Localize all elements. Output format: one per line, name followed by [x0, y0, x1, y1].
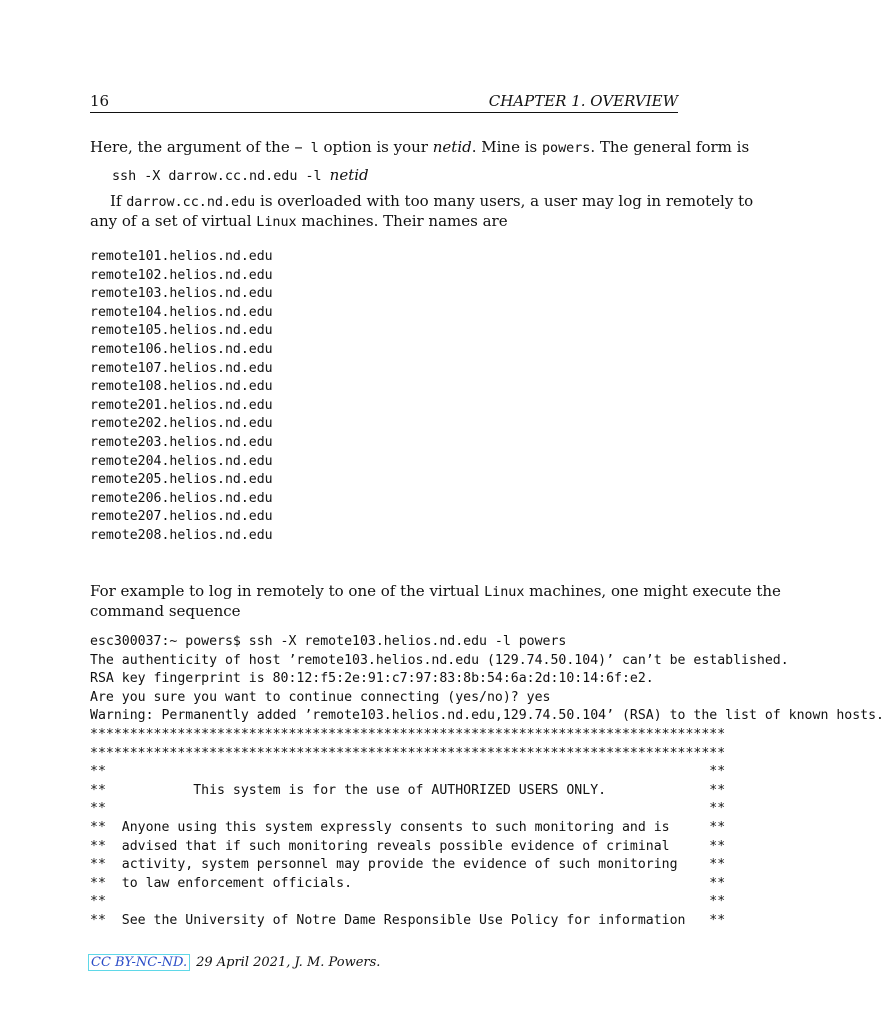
os-name: Linux — [484, 585, 525, 600]
running-header — [90, 90, 678, 113]
text-segment: any of a set of virtual — [90, 212, 257, 230]
terminal-session — [90, 633, 884, 931]
text-segment: For example to log in remotely to one of the virtual — [90, 582, 485, 600]
host-item: remote103.helios.nd.edu — [90, 286, 273, 302]
host-item: remote207.helios.nd.edu — [90, 509, 273, 525]
terminal-line: ** ** — [90, 894, 726, 910]
terminal-line: ******************************************************************************** — [90, 745, 726, 761]
paragraph-line: command sequence — [90, 602, 241, 620]
page-number: 16 — [90, 92, 110, 110]
hostname: darrow.cc.nd.edu — [126, 195, 256, 210]
host-item: remote102.helios.nd.edu — [90, 267, 273, 283]
paragraph-netid — [90, 138, 750, 158]
host-item: remote202.helios.nd.edu — [90, 416, 273, 432]
text-segment: machines, one might execute the — [524, 582, 781, 600]
terminal-line: ** activity, system personnel may provide the evidence of such monitoring ** — [90, 857, 726, 873]
terminal-line: ** See the University of Notre Dame Responsible Use Policy for information ** — [90, 912, 726, 928]
paragraph-example — [90, 582, 781, 621]
host-item: remote201.helios.nd.edu — [90, 397, 273, 413]
text-segment: machines. Their names are — [296, 212, 508, 230]
text-segment: is overloaded with too many users, a user may log in remotely to — [255, 192, 754, 210]
paragraph-line — [90, 192, 754, 212]
license-link[interactable]: CC BY-NC-ND. — [88, 954, 190, 971]
general-form-command — [112, 166, 700, 186]
terminal-line: ** Anyone using this system expressly consents to such monitoring and is ** — [90, 819, 726, 835]
host-item: remote208.helios.nd.edu — [90, 527, 273, 543]
host-item: remote104.helios.nd.edu — [90, 304, 273, 320]
paragraph-line — [90, 582, 781, 602]
text-segment: If — [110, 192, 127, 210]
terminal-line: Are you sure you want to continue connecting (yes/no)? yes — [90, 689, 551, 705]
terminal-line: ** ** — [90, 801, 726, 817]
option-flag: − l — [294, 141, 319, 156]
os-name: Linux — [256, 215, 297, 230]
netid-term: netid — [432, 138, 472, 156]
text-segment: . The general form is — [590, 138, 750, 156]
host-item: remote108.helios.nd.edu — [90, 379, 273, 395]
terminal-line: Warning: Permanently added ’remote103.helios.nd.edu,129.74.50.104’ (RSA) to the list of known hosts. — [90, 708, 884, 724]
terminal-line: ** This system is for the use of AUTHORIZED USERS ONLY. ** — [90, 782, 726, 798]
host-item: remote101.helios.nd.edu — [90, 249, 273, 264]
host-list — [90, 248, 273, 546]
terminal-line: ** advised that if such monitoring reveals possible evidence of criminal ** — [90, 838, 726, 854]
host-item: remote205.helios.nd.edu — [90, 472, 273, 488]
terminal-line: The authenticity of host ’remote103.helios.nd.edu (129.74.50.104)’ can’t be established. — [90, 652, 789, 668]
terminal-line: ** ** — [90, 764, 726, 780]
text-segment: option is your — [318, 138, 433, 156]
command-arg: netid — [329, 166, 369, 184]
chapter-title: CHAPTER 1. OVERVIEW — [488, 92, 678, 110]
terminal-line: ** to law enforcement officials. ** — [90, 875, 726, 891]
host-item: remote204.helios.nd.edu — [90, 453, 273, 469]
text-segment: Here, the argument of the — [90, 138, 295, 156]
terminal-line: RSA key fingerprint is 80:12:f5:2e:91:c7:97:83:8b:54:6a:2d:10:14:6f:e2. — [90, 671, 654, 687]
text-segment: . Mine is — [471, 138, 542, 156]
command-code: ssh -X darrow.cc.nd.edu -l — [112, 169, 330, 184]
paragraph-line — [90, 212, 678, 232]
footer-date-author: 29 April 2021, J. M. Powers. — [196, 955, 381, 970]
host-item: remote206.helios.nd.edu — [90, 490, 273, 506]
terminal-line: esc300037:~ powers$ ssh -X remote103.helios.nd.edu -l powers — [90, 634, 567, 649]
host-item: remote203.helios.nd.edu — [90, 434, 273, 450]
page-footer — [88, 954, 380, 971]
host-item: remote107.helios.nd.edu — [90, 360, 273, 376]
host-item: remote105.helios.nd.edu — [90, 323, 273, 339]
terminal-line: ******************************************************************************** — [90, 726, 726, 742]
username: powers — [541, 141, 591, 156]
host-item: remote106.helios.nd.edu — [90, 341, 273, 357]
paragraph-overloaded — [90, 192, 754, 232]
